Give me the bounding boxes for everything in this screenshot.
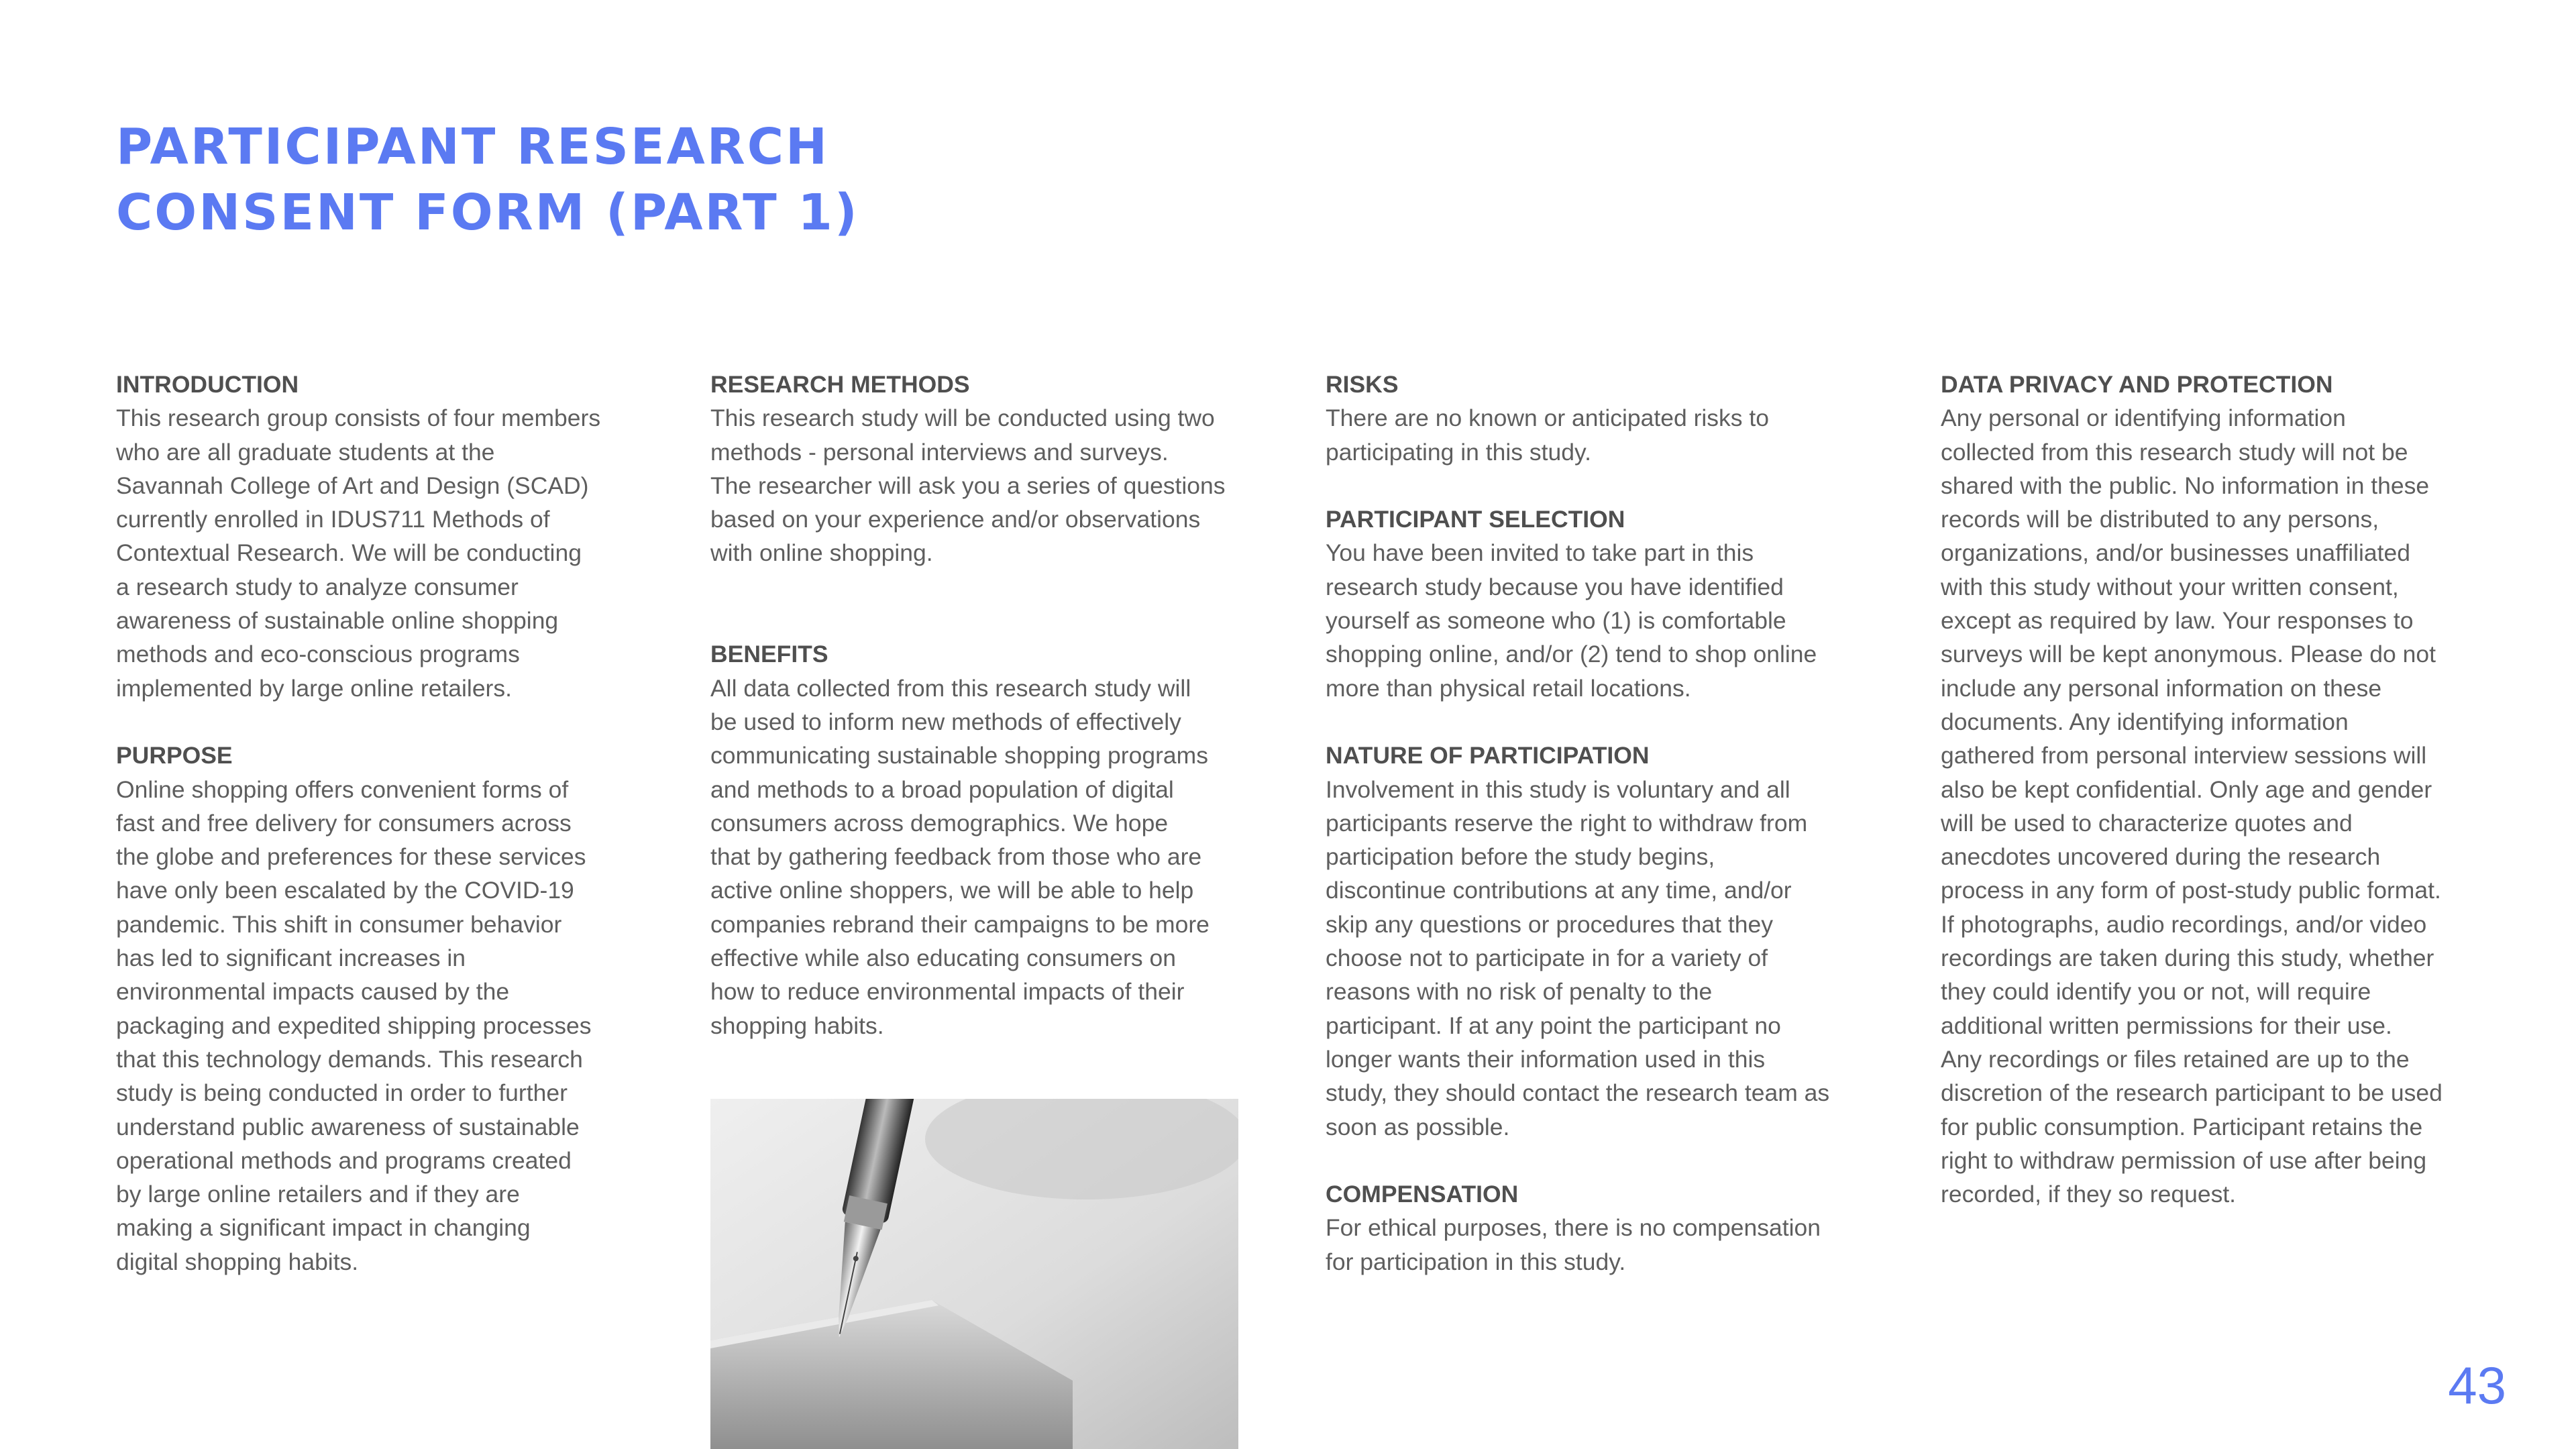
body-text-line: methods and eco-conscious programs — [116, 641, 520, 668]
body-text-line: Involvement in this study is voluntary and all — [1326, 775, 1790, 803]
body-text-line: anecdotes uncovered during the research — [1941, 843, 2381, 871]
section-gap — [1326, 469, 1862, 502]
body-text-line: study, they should contact the research team as — [1326, 1079, 1830, 1107]
body-text-line: The researcher will ask you a series of questions — [710, 472, 1226, 499]
body-text-line: active online shoppers, we will be able to help — [710, 877, 1194, 904]
section-purpose — [116, 739, 653, 1279]
body-text-line: recorded, if they so request. — [1941, 1181, 2237, 1208]
body-text-line: shared with the public. No information in these — [1941, 472, 2430, 499]
section-data-privacy-and-protection — [1941, 368, 2477, 1211]
body-text-line: who are all graduate students at the — [116, 438, 495, 466]
section-heading: COMPENSATION — [1326, 1181, 1519, 1208]
body-text-line: There are no known or anticipated risks to — [1326, 405, 1770, 432]
body-text-line: communicating sustainable shopping programs — [710, 742, 1208, 769]
section-nature-of-participation — [1326, 739, 1862, 1144]
body-text-line: shopping habits. — [710, 1012, 884, 1039]
body-text-line: a research study to analyze consumer — [116, 573, 519, 600]
body-text-line: skip any questions or procedures that they — [1326, 910, 1773, 938]
section-participant-selection — [1326, 502, 1862, 705]
body-text-line: except as required by law. Your responses to — [1941, 607, 2414, 635]
body-text-line: for public consumption. Participant retains the — [1941, 1113, 2423, 1140]
section-risks — [1326, 368, 1862, 469]
body-text-line: that by gathering feedback from those who are — [710, 843, 1202, 871]
body-text-line: All data collected from this research study will — [710, 674, 1191, 702]
section-gap — [116, 705, 653, 739]
body-text-line: include any personal information on these — [1941, 674, 2382, 702]
column-4 — [1941, 368, 2477, 1211]
section-gap — [710, 570, 1247, 638]
body-text-line: For ethical purposes, there is no compensation — [1326, 1214, 1821, 1242]
body-text-line: digital shopping habits. — [116, 1248, 359, 1275]
column-3 — [1326, 368, 1862, 1279]
body-text-line: participants reserve the right to withdraw from — [1326, 809, 1808, 837]
body-text-line: fast and free delivery for consumers across — [116, 809, 572, 837]
page-number: 43 — [2448, 1356, 2506, 1415]
section-introduction — [116, 368, 653, 705]
body-text-line: soon as possible. — [1326, 1113, 1510, 1140]
body-text-line: more than physical retail locations. — [1326, 674, 1691, 702]
body-text-line: has led to significant increases in — [116, 945, 466, 972]
body-text-line: right to withdraw permission of use after being — [1941, 1146, 2427, 1174]
body-text-line: by large online retailers and if they are — [116, 1181, 520, 1208]
body-text-line: pandemic. This shift in consumer behavior — [116, 910, 562, 938]
body-text-line: participant. If at any point the participant no — [1326, 1012, 1781, 1039]
body-text-line: participating in this study. — [1326, 438, 1591, 466]
page-title — [116, 114, 859, 246]
body-text-line: longer wants their information used in this — [1326, 1045, 1766, 1073]
body-text-line: This research study will be conducted using two — [710, 405, 1215, 432]
body-text-line: companies rebrand their campaigns to be more — [710, 910, 1210, 938]
body-text-line: gathered from personal interview sessions will — [1941, 742, 2427, 769]
body-text-line: with online shopping. — [710, 539, 933, 567]
body-text-line: they could identify you or not, will require — [1941, 978, 2371, 1006]
body-text-line: based on your experience and/or observations — [710, 506, 1201, 533]
body-text-line: also be kept confidential. Only age and gender — [1941, 775, 2432, 803]
body-text-line: implemented by large online retailers. — [116, 674, 512, 702]
body-text-line: the globe and preferences for these services — [116, 843, 586, 871]
body-text-line: documents. Any identifying information — [1941, 708, 2349, 735]
body-text-line: Savannah College of Art and Design (SCAD) — [116, 472, 589, 499]
body-text-line: participation before the study begins, — [1326, 843, 1715, 871]
body-text-line: will be used to characterize quotes and — [1941, 809, 2353, 837]
body-text-line: You have been invited to take part in this — [1326, 539, 1754, 567]
body-text-line: and methods to a broad population of digital — [710, 775, 1174, 803]
section-heading: DATA PRIVACY AND PROTECTION — [1941, 371, 2333, 398]
body-text-line: with this study without your written consent, — [1941, 573, 2399, 600]
body-text-line: This research group consists of four members — [116, 405, 601, 432]
fountain-pen-photo — [710, 1099, 1238, 1449]
section-gap — [1326, 705, 1862, 739]
body-text-line: collected from this research study will not be — [1941, 438, 2408, 466]
body-text-line: packaging and expedited shipping processes — [116, 1012, 592, 1039]
section-heading: RISKS — [1326, 371, 1399, 398]
body-text-line: yourself as someone who (1) is comfortable — [1326, 607, 1786, 635]
section-heading: RESEARCH METHODS — [710, 371, 970, 398]
body-text-line: study is being conducted in order to further — [116, 1079, 568, 1107]
body-text-line: making a significant impact in changing — [116, 1214, 531, 1242]
body-text-line: discontinue contributions at any time, and/or — [1326, 877, 1792, 904]
body-text-line: that this technology demands. This research — [116, 1045, 583, 1073]
body-text-line: be used to inform new methods of effectively — [710, 708, 1181, 735]
body-text-line: Any recordings or files retained are up to the — [1941, 1045, 2410, 1073]
section-heading: PURPOSE — [116, 742, 233, 769]
body-text-line: understand public awareness of sustainable — [116, 1113, 580, 1140]
body-text-line: for participation in this study. — [1326, 1248, 1626, 1275]
body-text-line: shopping online, and/or (2) tend to shop online — [1326, 641, 1817, 668]
body-text-line: operational methods and programs created — [116, 1146, 572, 1174]
body-text-line: currently enrolled in IDUS711 Methods of — [116, 506, 550, 533]
section-compensation — [1326, 1177, 1862, 1279]
title-line-1: PARTICIPANT RESEARCH — [116, 118, 829, 176]
section-heading: PARTICIPANT SELECTION — [1326, 506, 1625, 533]
body-text-line: organizations, and/or businesses unaffiliated — [1941, 539, 2410, 567]
section-benefits — [710, 637, 1247, 1042]
section-heading: INTRODUCTION — [116, 371, 299, 398]
section-heading: BENEFITS — [710, 641, 828, 668]
body-text-line: methods - personal interviews and surveys. — [710, 438, 1169, 466]
body-text-line: additional written permissions for their use. — [1941, 1012, 2392, 1039]
column-2 — [710, 368, 1247, 1042]
section-gap — [1326, 1144, 1862, 1177]
body-text-line: how to reduce environmental impacts of their — [710, 978, 1185, 1006]
body-text-line: research study because you have identified — [1326, 573, 1784, 600]
body-text-line: awareness of sustainable online shopping — [116, 607, 559, 635]
body-text-line: process in any form of post-study public format. — [1941, 877, 2441, 904]
body-text-line: environmental impacts caused by the — [116, 978, 510, 1006]
section-heading: NATURE OF PARTICIPATION — [1326, 742, 1650, 769]
body-text-line: have only been escalated by the COVID-19 — [116, 877, 574, 904]
body-text-line: reasons with no risk of penalty to the — [1326, 978, 1713, 1006]
title-line-2: CONSENT FORM (PART 1) — [116, 184, 859, 241]
body-text-line: If photographs, audio recordings, and/or video — [1941, 910, 2427, 938]
body-text-line: discretion of the research participant to be used — [1941, 1079, 2443, 1107]
body-text-line: Online shopping offers convenient forms of — [116, 775, 569, 803]
section-research-methods — [710, 368, 1247, 570]
body-text-line: Any personal or identifying information — [1941, 405, 2346, 432]
column-1 — [116, 368, 653, 1279]
body-text-line: Contextual Research. We will be conducting — [116, 539, 582, 567]
body-text-line: consumers across demographics. We hope — [710, 809, 1169, 837]
body-text-line: records will be distributed to any persons, — [1941, 506, 2379, 533]
body-text-line: choose not to participate in for a variety of — [1326, 945, 1768, 972]
body-text-line: effective while also educating consumers on — [710, 945, 1176, 972]
body-text-line: surveys will be kept anonymous. Please do not — [1941, 641, 2436, 668]
body-text-line: recordings are taken during this study, whether — [1941, 945, 2434, 972]
